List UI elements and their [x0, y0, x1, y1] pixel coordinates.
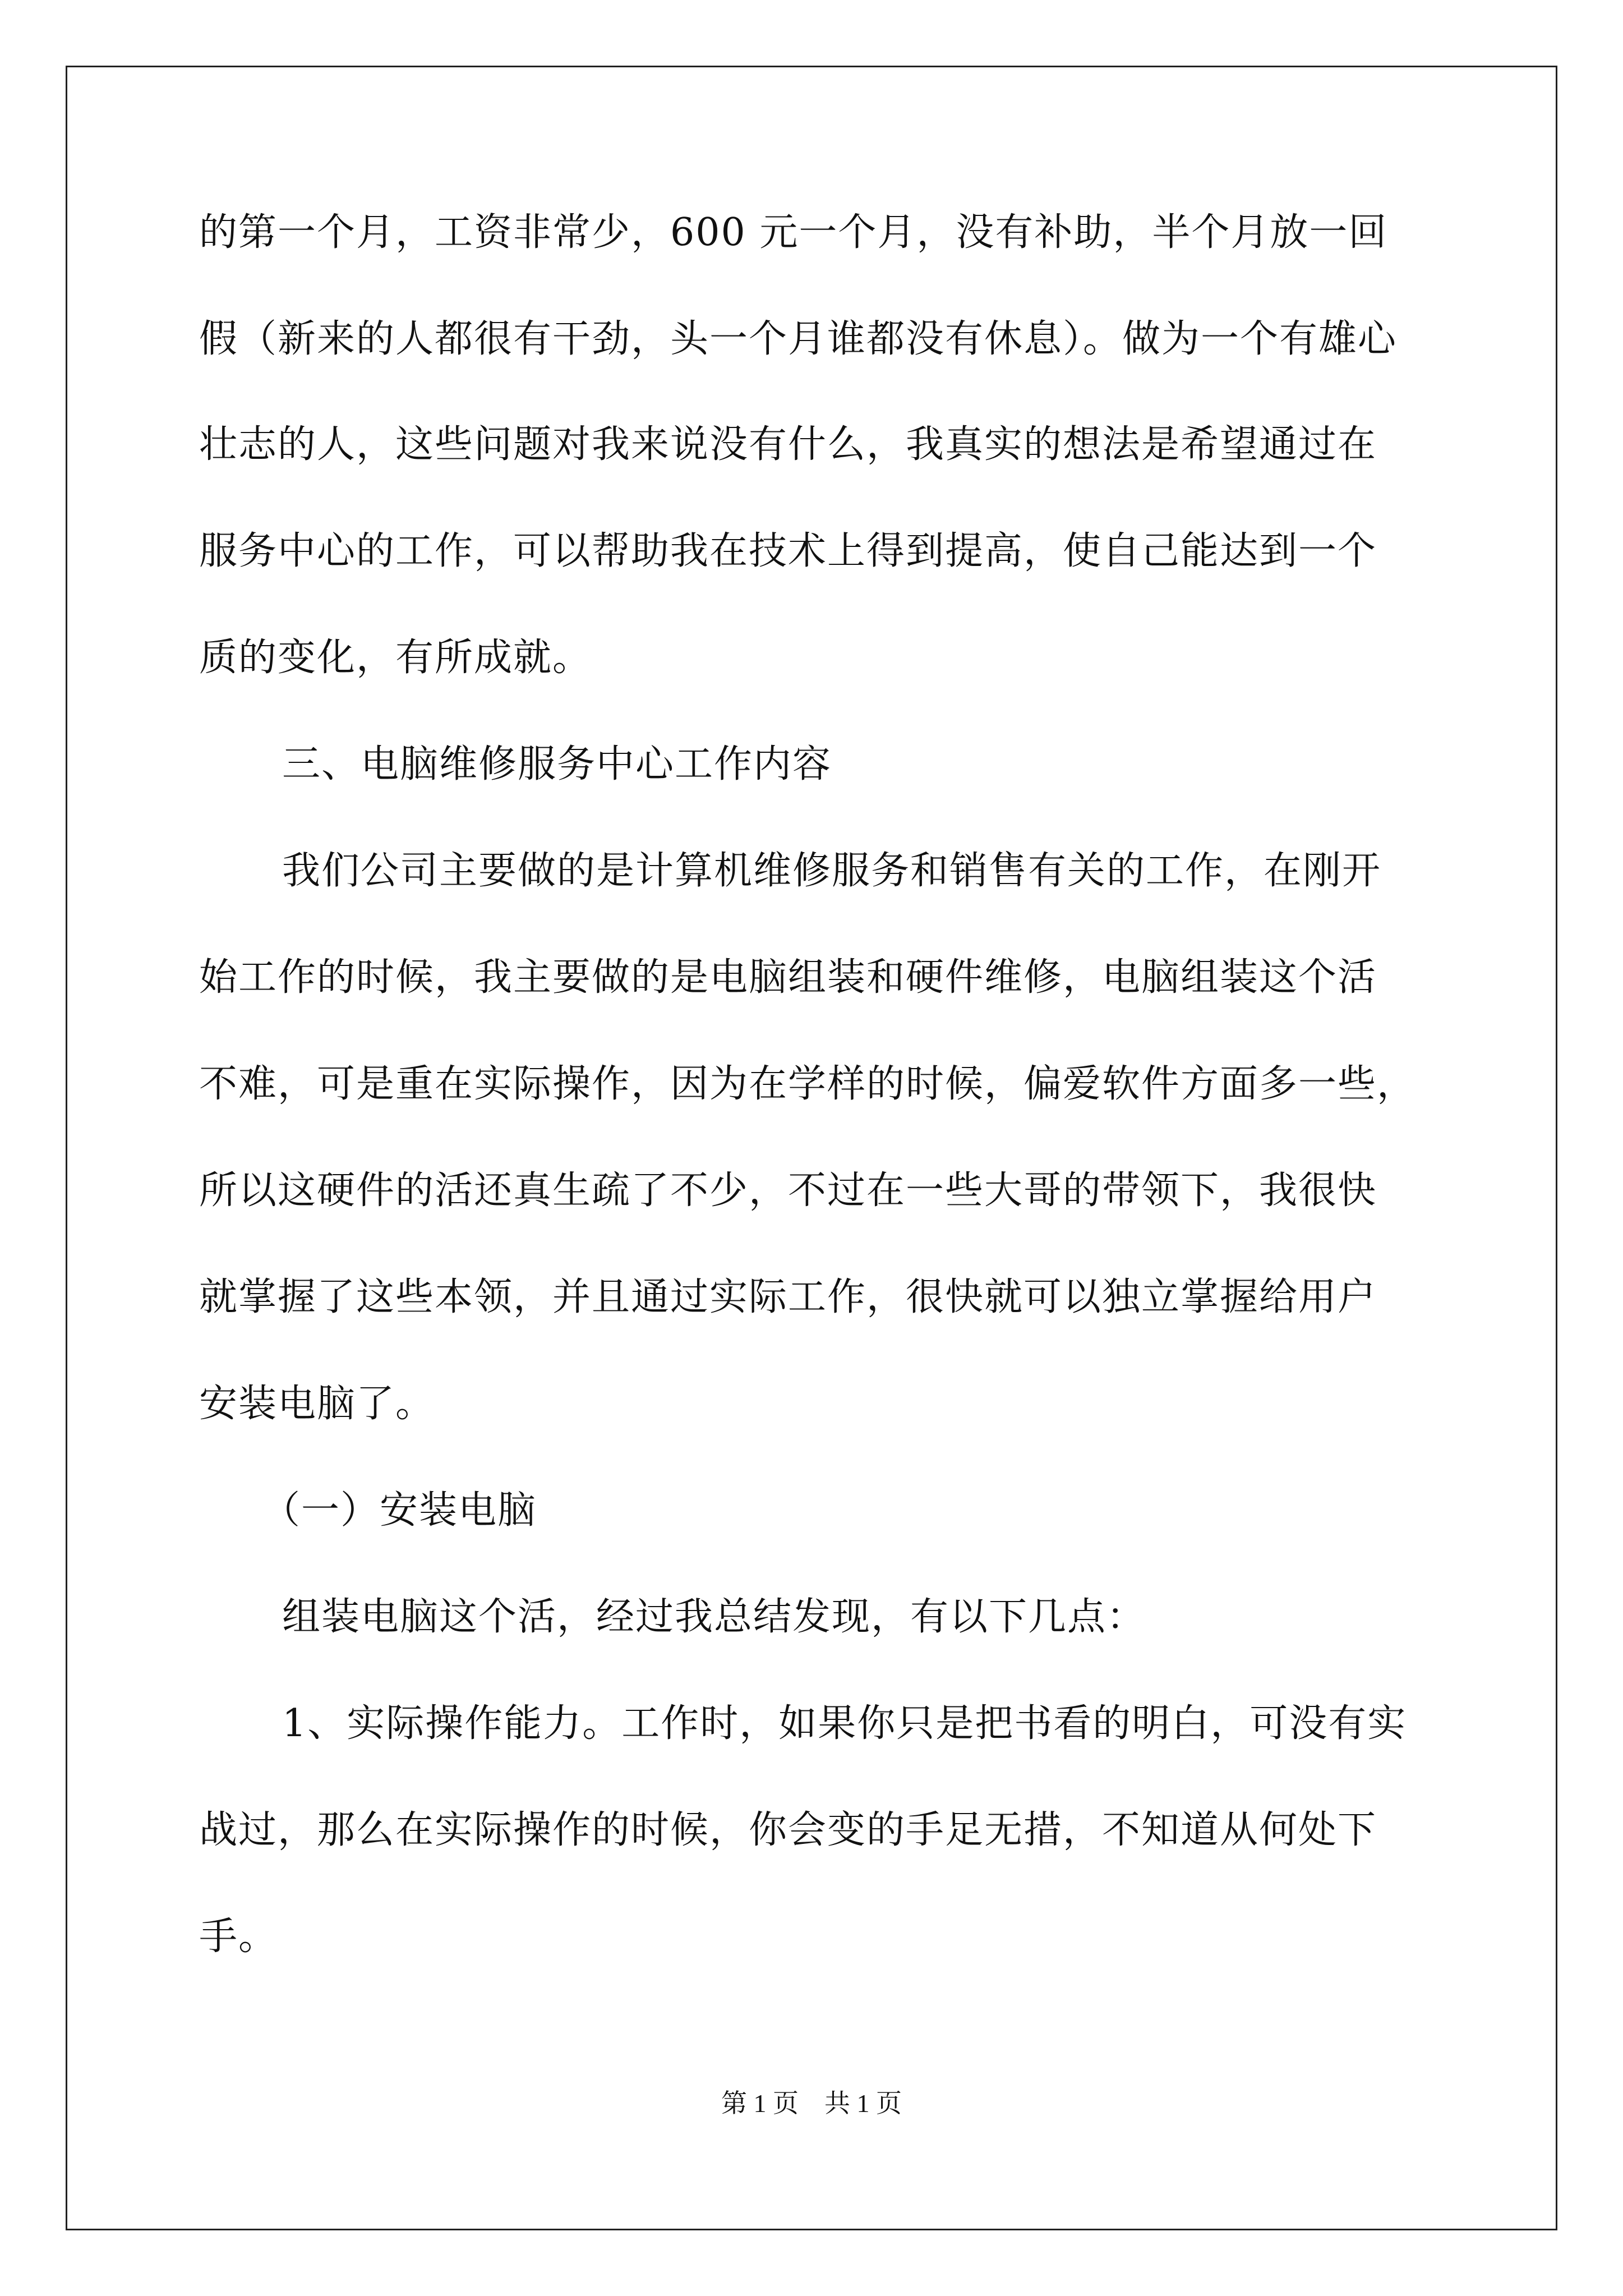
paragraph-line: 服务中心的工作，可以帮助我在技术上得到提高，使自己能达到一个 — [199, 529, 1377, 573]
paragraph-line: 组装电脑这个活，经过我总结发现，有以下几点： — [282, 1595, 1146, 1639]
subsection-heading: （一）安装电脑 — [262, 1488, 537, 1533]
paragraph-line: 的第一个月，工资非常少，600 元一个月，没有补助，半个月放一回 — [199, 210, 1388, 255]
paragraph-line: 假（新来的人都很有干劲，头一个月谁都没有休息）。做为一个有雄心 — [199, 317, 1398, 361]
paragraph-line: 就掌握了这些本领，并且通过实际工作，很快就可以独立掌握给用户 — [199, 1275, 1377, 1319]
paragraph-line: 手。 — [199, 1915, 278, 1959]
paragraph-line: 战过，那么在实际操作的时候，你会变的手足无措，不知道从何处下 — [199, 1808, 1377, 1852]
paragraph-line: 我们公司主要做的是计算机维修服务和销售有关的工作，在刚开 — [282, 849, 1382, 893]
page-footer: 第 1 页 共 1 页 — [721, 2089, 902, 2118]
paragraph-line: 所以这硬件的活还真生疏了不少，不过在一些大哥的带领下，我很快 — [199, 1168, 1377, 1213]
paragraph-line: 安装电脑了。 — [199, 1382, 435, 1426]
paragraph-line: 质的变化，有所成就。 — [199, 636, 592, 680]
paragraph-line: 壮志的人，这些问题对我来说没有什么，我真实的想法是希望通过在 — [199, 422, 1377, 467]
paragraph-line: 始工作的时候，我主要做的是电脑组装和硬件维修，电脑组装这个活 — [199, 955, 1377, 1000]
paragraph-line: 不难，可是重在实际操作，因为在学样的时候，偏爱软件方面多一些， — [199, 1062, 1417, 1106]
paragraph-line: 1、实际操作能力。工作时，如果你只是把书看的明白，可没有实 — [282, 1701, 1407, 1746]
page-border — [66, 66, 1557, 2230]
section-heading: 三、电脑维修服务中心工作内容 — [282, 742, 832, 786]
